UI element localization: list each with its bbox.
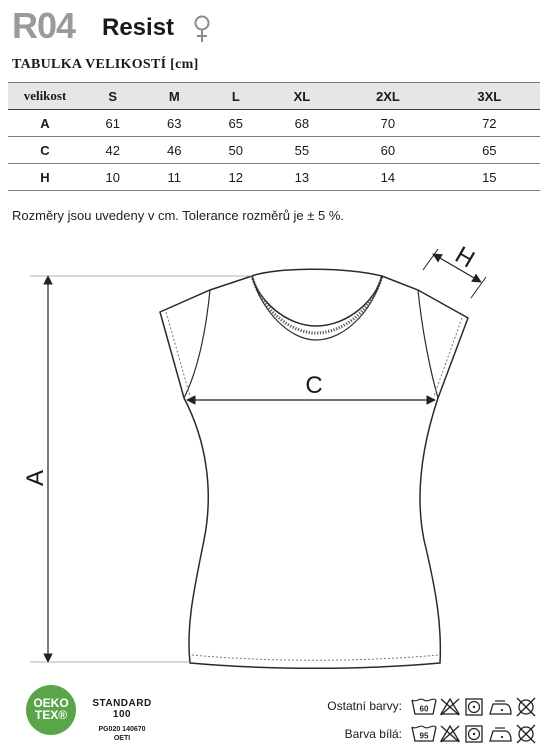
- table-cell: 11: [144, 164, 206, 191]
- no-dry-clean-icon: [517, 698, 535, 716]
- care-label-white: Barva bílá:: [344, 727, 402, 741]
- table-cell: 50: [205, 137, 267, 164]
- no-dry-clean-icon: [517, 725, 535, 743]
- table-cell: 72: [439, 110, 540, 137]
- product-code: R04: [12, 5, 76, 46]
- care-symbols-row: [410, 696, 540, 718]
- table-cell: 61: [82, 110, 144, 137]
- shirt-outline: [160, 269, 468, 668]
- tumble-dry-icon: [466, 699, 482, 715]
- no-bleach-icon: [441, 726, 459, 742]
- product-name: Resist: [102, 14, 175, 41]
- size-header-cell: XL: [267, 83, 338, 110]
- no-bleach-icon: [441, 699, 459, 715]
- oeko-tex-logo: OEKO TEX®: [26, 685, 76, 735]
- table-cell: 70: [337, 110, 438, 137]
- dim-label-c: C: [305, 372, 323, 399]
- svg-text:95: 95: [419, 731, 429, 741]
- row-label: H: [8, 164, 82, 191]
- table-cell: 12: [205, 164, 267, 191]
- care-symbols-row: [410, 723, 540, 745]
- iron-icon: [490, 701, 511, 714]
- dim-label-a: A: [22, 469, 49, 487]
- size-header-cell: L: [205, 83, 267, 110]
- size-header-cell: M: [144, 83, 206, 110]
- table-cell: 65: [205, 110, 267, 137]
- female-symbol-icon: [192, 14, 212, 44]
- size-header-cell: S: [82, 83, 144, 110]
- table-cell: 63: [144, 110, 206, 137]
- table-cell: 10: [82, 164, 144, 191]
- table-cell: 15: [439, 164, 540, 191]
- size-header-label: velikost: [8, 83, 82, 110]
- collar: [252, 276, 382, 326]
- size-header-cell: 2XL: [337, 83, 438, 110]
- t-shirt-outline-icon: [0, 230, 550, 670]
- standard-label: STANDARD 100: [92, 698, 152, 720]
- table-cell: 14: [337, 164, 438, 191]
- table-row: [8, 110, 540, 137]
- table-cell: 13: [267, 164, 338, 191]
- care-label-other-colors: Ostatní barvy:: [327, 699, 402, 713]
- table-cell: 55: [267, 137, 338, 164]
- wash-60-icon: [412, 699, 436, 714]
- table-cell: 42: [82, 137, 144, 164]
- svg-text:60: 60: [419, 704, 429, 714]
- wash-95-icon: [412, 726, 436, 741]
- iron-icon: [490, 728, 511, 741]
- certificate-number: PG020 140670 OETI: [98, 726, 146, 742]
- right-sleeve-seam: [418, 290, 438, 398]
- tumble-dry-icon: [466, 726, 482, 742]
- size-table: [8, 82, 540, 191]
- row-label: A: [8, 110, 82, 137]
- tolerance-note: Rozměry jsou uvedeny v cm. Tolerance rozměrů je ± 5 %.: [12, 208, 345, 223]
- table-row: [8, 137, 540, 164]
- row-label: C: [8, 137, 82, 164]
- size-table-header-row: [8, 83, 540, 110]
- dim-label-h: H: [450, 241, 480, 274]
- size-table-title: TABULKA VELIKOSTÍ [cm]: [12, 57, 199, 72]
- table-cell: 68: [267, 110, 338, 137]
- table-cell: 46: [144, 137, 206, 164]
- table-row: [8, 164, 540, 191]
- table-cell: 65: [439, 137, 540, 164]
- left-sleeve-seam: [184, 290, 210, 398]
- table-cell: 60: [337, 137, 438, 164]
- size-header-cell: 3XL: [439, 83, 540, 110]
